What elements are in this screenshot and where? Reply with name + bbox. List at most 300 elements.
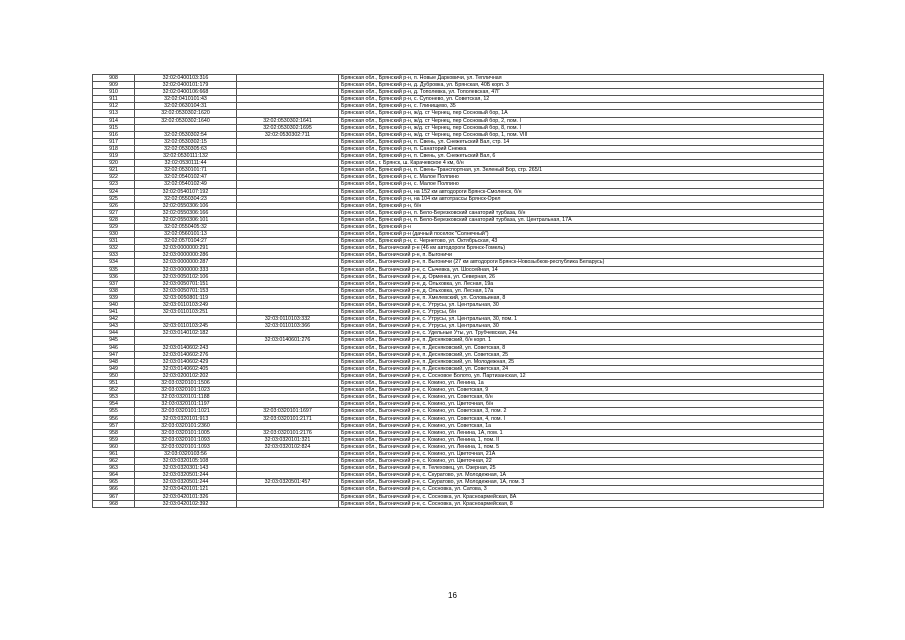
table-row bbox=[93, 231, 824, 238]
cadastral-number-cell: 32:03:0320101:1021 bbox=[135, 408, 237, 415]
cadastral-number-cell: 32:03:0320101:1093 bbox=[135, 443, 237, 450]
premises-cadastral-number-cell: 32:02:0530302:711 bbox=[237, 131, 339, 138]
cadastral-number-cell: 32:03:0420101:326 bbox=[135, 493, 237, 500]
address-cell: Брянская обл., Брянский р-н, с. Малое Полпино bbox=[339, 174, 824, 181]
table-row bbox=[93, 138, 824, 145]
cadastral-number-cell: 32:02:0550405:32 bbox=[135, 223, 237, 230]
cadastral-number-cell: 32:02:0540107:192 bbox=[135, 188, 237, 195]
address-cell: Брянская обл., Брянский р-н, п. Свень-Транспортная, ул. Зеленый Бор, стр. 265/1 bbox=[339, 167, 824, 174]
row-number-cell: 955 bbox=[93, 408, 135, 415]
table-row bbox=[93, 174, 824, 181]
row-number-cell: 929 bbox=[93, 223, 135, 230]
cadastral-number-cell: 32:02:0410101:43 bbox=[135, 96, 237, 103]
premises-cadastral-number-cell bbox=[237, 245, 339, 252]
premises-cadastral-number-cell bbox=[237, 209, 339, 216]
address-cell: Брянская обл., Брянский р-н, п. Бело-Березковский санаторий турбаза, ул. Центральная, 17А bbox=[339, 216, 824, 223]
cadastral-number-cell: 32:03:0320101:2360 bbox=[135, 422, 237, 429]
cadastral-number-cell: 32:02:0550306:106 bbox=[135, 202, 237, 209]
premises-cadastral-number-cell bbox=[237, 401, 339, 408]
premises-cadastral-number-cell bbox=[237, 372, 339, 379]
row-number-cell: 953 bbox=[93, 394, 135, 401]
cadastral-number-cell: 32:03:0320101:1188 bbox=[135, 394, 237, 401]
cadastral-number-cell: 32:03:0320101:1005 bbox=[135, 429, 237, 436]
row-number-cell: 962 bbox=[93, 458, 135, 465]
cadastral-number-cell bbox=[135, 337, 237, 344]
premises-cadastral-number-cell: 32:03:0320101:2176 bbox=[237, 429, 339, 436]
premises-cadastral-number-cell bbox=[237, 89, 339, 96]
premises-cadastral-number-cell bbox=[237, 153, 339, 160]
cadastral-number-cell: 32:02:0530101:71 bbox=[135, 167, 237, 174]
table-row bbox=[93, 75, 824, 82]
cadastral-number-cell: 32:03:0320501:244 bbox=[135, 472, 237, 479]
address-cell: Брянская обл., Выгоничский р-н, с. Утрусы, ул. Центральная, 30 bbox=[339, 323, 824, 330]
row-number-cell: 915 bbox=[93, 124, 135, 131]
premises-cadastral-number-cell bbox=[237, 458, 339, 465]
row-number-cell: 925 bbox=[93, 195, 135, 202]
premises-cadastral-number-cell: 32:03:0140601:276 bbox=[237, 337, 339, 344]
cadastral-number-cell: 32:03:0000000:333 bbox=[135, 266, 237, 273]
address-cell: Брянская обл., Выгоничский р-н, с. Удельные Уты, ул. Трубчевская, 24а bbox=[339, 330, 824, 337]
cadastral-number-cell: 32:03:0110103:249 bbox=[135, 302, 237, 309]
premises-cadastral-number-cell: 32:03:0320101:321 bbox=[237, 436, 339, 443]
cadastral-number-cell: 32:02:0550306:166 bbox=[135, 209, 237, 216]
row-number-cell: 950 bbox=[93, 372, 135, 379]
premises-cadastral-number-cell bbox=[237, 103, 339, 110]
premises-cadastral-number-cell bbox=[237, 280, 339, 287]
cadastral-number-cell: 32:03:0320105:108 bbox=[135, 458, 237, 465]
row-number-cell: 957 bbox=[93, 422, 135, 429]
cadastral-number-cell: 32:03:0320101:1093 bbox=[135, 436, 237, 443]
table-row bbox=[93, 372, 824, 379]
row-number-cell: 935 bbox=[93, 266, 135, 273]
premises-cadastral-number-cell bbox=[237, 252, 339, 259]
address-cell: Брянская обл., Брянский р-н (дачный поселок "Солнечный") bbox=[339, 231, 824, 238]
cadastral-number-cell: 32:03:0140102:182 bbox=[135, 330, 237, 337]
row-number-cell: 966 bbox=[93, 486, 135, 493]
premises-cadastral-number-cell bbox=[237, 500, 339, 507]
address-cell: Брянская обл., Брянский р-н, ж/д. ст Чернец, пер Сосновый бор, 1, пом. VIII bbox=[339, 131, 824, 138]
premises-cadastral-number-cell bbox=[237, 493, 339, 500]
table-row bbox=[93, 160, 824, 167]
premises-cadastral-number-cell bbox=[237, 160, 339, 167]
address-cell: Брянская обл., Брянский р-н, п. Бело-Березковский санаторий турбаза, б/н bbox=[339, 209, 824, 216]
row-number-cell: 931 bbox=[93, 238, 135, 245]
premises-cadastral-number-cell bbox=[237, 344, 339, 351]
premises-cadastral-number-cell bbox=[237, 174, 339, 181]
premises-cadastral-number-cell bbox=[237, 486, 339, 493]
table-row bbox=[93, 195, 824, 202]
page-number: 16 bbox=[448, 591, 457, 600]
cadastral-number-cell: 32:03:0140602:429 bbox=[135, 358, 237, 365]
row-number-cell: 954 bbox=[93, 401, 135, 408]
table-row bbox=[93, 96, 824, 103]
table-row bbox=[93, 465, 824, 472]
cadastral-number-cell: 32:02:0530302:1620 bbox=[135, 110, 237, 117]
row-number-cell: 914 bbox=[93, 117, 135, 124]
table-row bbox=[93, 145, 824, 152]
table-row bbox=[93, 408, 824, 415]
table-row bbox=[93, 273, 824, 280]
premises-cadastral-number-cell bbox=[237, 223, 339, 230]
table-row bbox=[93, 493, 824, 500]
row-number-cell: 965 bbox=[93, 479, 135, 486]
premises-cadastral-number-cell bbox=[237, 216, 339, 223]
row-number-cell: 937 bbox=[93, 280, 135, 287]
table-row bbox=[93, 259, 824, 266]
premises-cadastral-number-cell bbox=[237, 138, 339, 145]
row-number-cell: 932 bbox=[93, 245, 135, 252]
premises-cadastral-number-cell bbox=[237, 302, 339, 309]
cadastral-number-cell: 32:03:0320101:1023 bbox=[135, 387, 237, 394]
row-number-cell: 968 bbox=[93, 500, 135, 507]
address-cell: Брянская обл., Брянский р-н, п. Санаторий Снежка bbox=[339, 145, 824, 152]
address-cell: Брянская обл., Выгоничский р-н, с. Кокино, ул. Ленина, 1а bbox=[339, 380, 824, 387]
row-number-cell: 940 bbox=[93, 302, 135, 309]
row-number-cell: 919 bbox=[93, 153, 135, 160]
cadastral-number-cell: 32:03:0050701:153 bbox=[135, 287, 237, 294]
premises-cadastral-number-cell bbox=[237, 394, 339, 401]
row-number-cell: 928 bbox=[93, 216, 135, 223]
table-body bbox=[93, 75, 824, 508]
row-number-cell: 934 bbox=[93, 259, 135, 266]
cadastral-number-cell: 32:03:0050102:106 bbox=[135, 273, 237, 280]
cadastral-number-cell bbox=[135, 316, 237, 323]
address-cell: Брянская обл., Выгоничский р-н (46 км автодороги Брянск-Гомель) bbox=[339, 245, 824, 252]
premises-cadastral-number-cell bbox=[237, 422, 339, 429]
address-cell: Брянская обл., Брянский р-н, п. Свень, ул. Снежетьский Вал, стр. 14 bbox=[339, 138, 824, 145]
premises-cadastral-number-cell bbox=[237, 110, 339, 117]
cadastral-number-cell: 32:03:0320301:143 bbox=[135, 465, 237, 472]
table-row bbox=[93, 110, 824, 117]
table-row bbox=[93, 316, 824, 323]
table-row bbox=[93, 358, 824, 365]
premises-cadastral-number-cell bbox=[237, 82, 339, 89]
row-number-cell: 923 bbox=[93, 181, 135, 188]
cadastral-number-cell: 32:03:0050701:151 bbox=[135, 280, 237, 287]
table-row bbox=[93, 330, 824, 337]
premises-cadastral-number-cell bbox=[237, 351, 339, 358]
address-cell: Брянская обл., Выгоничский р-н, с. Сычевка, ул. Шоссейная, 14 bbox=[339, 266, 824, 273]
table-row bbox=[93, 167, 824, 174]
premises-cadastral-number-cell: 32:03:0110103:332 bbox=[237, 316, 339, 323]
row-number-cell: 945 bbox=[93, 337, 135, 344]
row-number-cell: 967 bbox=[93, 493, 135, 500]
premises-cadastral-number-cell bbox=[237, 188, 339, 195]
premises-cadastral-number-cell bbox=[237, 387, 339, 394]
row-number-cell: 951 bbox=[93, 380, 135, 387]
table-row bbox=[93, 394, 824, 401]
premises-cadastral-number-cell bbox=[237, 309, 339, 316]
table-row bbox=[93, 472, 824, 479]
table-row bbox=[93, 450, 824, 457]
address-cell: Брянская обл., Брянский р-н, с. Малое Полпино bbox=[339, 181, 824, 188]
row-number-cell: 922 bbox=[93, 174, 135, 181]
premises-cadastral-number-cell bbox=[237, 365, 339, 372]
premises-cadastral-number-cell bbox=[237, 380, 339, 387]
cadastral-number-cell: 32:02:0530305:63 bbox=[135, 145, 237, 152]
cadastral-number-cell: 32:03:0320101:913 bbox=[135, 415, 237, 422]
cadastral-number-cell: 32:02:0530302:54 bbox=[135, 131, 237, 138]
address-cell: Брянская обл., Брянский р-н bbox=[339, 223, 824, 230]
table-row bbox=[93, 380, 824, 387]
cadastral-number-cell: 32:03:0000000:291 bbox=[135, 245, 237, 252]
premises-cadastral-number-cell bbox=[237, 167, 339, 174]
premises-cadastral-number-cell bbox=[237, 96, 339, 103]
address-cell: Брянская обл., Выгоничский р-н, с. Сосновое Болото, ул. Партизанская, 12 bbox=[339, 372, 824, 379]
row-number-cell: 908 bbox=[93, 75, 135, 82]
table-row bbox=[93, 89, 824, 96]
address-cell: Брянская обл., Брянский р-н, б/н bbox=[339, 202, 824, 209]
cadastral-number-cell: 32:02:0400103:316 bbox=[135, 75, 237, 82]
row-number-cell: 918 bbox=[93, 145, 135, 152]
table-row bbox=[93, 266, 824, 273]
address-cell: Брянская обл., Брянский р-н, с. Супонево, ул. Советская, 12 bbox=[339, 96, 824, 103]
address-cell: Брянская обл., Выгоничский р-н, п. Десняковский, б/н корп. 1 bbox=[339, 337, 824, 344]
table-row bbox=[93, 486, 824, 493]
cadastral-number-cell: 32:03:0000000:286 bbox=[135, 252, 237, 259]
address-cell: Брянская обл., Выгоничский р-н, с. Кокино, ул. Советская, 1а bbox=[339, 422, 824, 429]
row-number-cell: 939 bbox=[93, 294, 135, 301]
table-row bbox=[93, 252, 824, 259]
table-row bbox=[93, 238, 824, 245]
address-cell: Брянская обл., Выгоничский р-н, п. Десняковский, ул. Советская, 25 bbox=[339, 351, 824, 358]
table-row bbox=[93, 223, 824, 230]
address-cell: Брянская обл., Брянский р-н, п. Свень, ул. Снежетьский Вал, 6 bbox=[339, 153, 824, 160]
row-number-cell: 936 bbox=[93, 273, 135, 280]
premises-cadastral-number-cell bbox=[237, 273, 339, 280]
row-number-cell: 948 bbox=[93, 358, 135, 365]
row-number-cell: 947 bbox=[93, 351, 135, 358]
row-number-cell: 933 bbox=[93, 252, 135, 259]
address-cell: Брянская обл., Выгоничский р-н, с. Кокино, ул. Советская, б/н bbox=[339, 394, 824, 401]
cadastral-number-cell bbox=[135, 124, 237, 131]
address-cell: Брянская обл., Брянский р-н, с. Чернетово, ул. Октябрьская, 43 bbox=[339, 238, 824, 245]
row-number-cell: 956 bbox=[93, 415, 135, 422]
cadastral-number-cell: 32:03:0110103:245 bbox=[135, 323, 237, 330]
cadastral-number-cell: 32:03:0200102:202 bbox=[135, 372, 237, 379]
address-cell: Брянская обл., Брянский р-н, ж/д. ст Чернец, пер Сосновый бор, 1А bbox=[339, 110, 824, 117]
cadastral-number-cell: 32:02:0540102:49 bbox=[135, 181, 237, 188]
address-cell: Брянская обл., Выгоничский р-н, п. Выгоничи bbox=[339, 252, 824, 259]
property-register-table bbox=[92, 74, 824, 508]
table-row bbox=[93, 117, 824, 124]
premises-cadastral-number-cell bbox=[237, 330, 339, 337]
row-number-cell: 920 bbox=[93, 160, 135, 167]
premises-cadastral-number-cell bbox=[237, 472, 339, 479]
cadastral-number-cell: 32:02:0530111:132 bbox=[135, 153, 237, 160]
address-cell: Брянская обл., Выгоничский р-н, п. Хмелевский, ул. Соловьиная, 8 bbox=[339, 294, 824, 301]
row-number-cell: 921 bbox=[93, 167, 135, 174]
premises-cadastral-number-cell bbox=[237, 465, 339, 472]
address-cell: Брянская обл., Выгоничский р-н, с. Сосновка, ул. Красноармейская, 8 bbox=[339, 500, 824, 507]
premises-cadastral-number-cell bbox=[237, 195, 339, 202]
table-row bbox=[93, 479, 824, 486]
cadastral-number-cell: 32:03:0110103:251 bbox=[135, 309, 237, 316]
row-number-cell: 949 bbox=[93, 365, 135, 372]
address-cell: Брянская обл., г. Брянск, ш. Карачевское 4 км, б/н bbox=[339, 160, 824, 167]
premises-cadastral-number-cell: 32:02:0530302:1641 bbox=[237, 117, 339, 124]
premises-cadastral-number-cell: 32:03:0110103:366 bbox=[237, 323, 339, 330]
premises-cadastral-number-cell bbox=[237, 450, 339, 457]
row-number-cell: 926 bbox=[93, 202, 135, 209]
premises-cadastral-number-cell bbox=[237, 259, 339, 266]
table-row bbox=[93, 245, 824, 252]
address-cell: Брянская обл., Выгоничский р-н, п. Десняковский, ул. Молодежная, 25 bbox=[339, 358, 824, 365]
table-row bbox=[93, 415, 824, 422]
row-number-cell: 963 bbox=[93, 465, 135, 472]
cadastral-number-cell: 32:03:0140602:243 bbox=[135, 344, 237, 351]
table-row bbox=[93, 280, 824, 287]
address-cell: Брянская обл., Выгоничский р-н, с. Кокино, ул. Ленина, 1А, пом. 1 bbox=[339, 429, 824, 436]
row-number-cell: 912 bbox=[93, 103, 135, 110]
address-cell: Брянская обл., Выгоничский р-н, с. Кокино, ул. Ленина, 1, пом. II bbox=[339, 436, 824, 443]
table-row bbox=[93, 422, 824, 429]
cadastral-number-cell: 32:02:0560101:13 bbox=[135, 231, 237, 238]
address-cell: Брянская обл., Брянский р-н, п. Новые Дарковичи, ул. Тепличная bbox=[339, 75, 824, 82]
address-cell: Брянская обл., Выгоничский р-н, д. Ольховка, ул. Лесная, 19а bbox=[339, 280, 824, 287]
address-cell: Брянская обл., Выгоничский р-н, с. Кокино, ул. Советская, 4, пом. I bbox=[339, 415, 824, 422]
premises-cadastral-number-cell bbox=[237, 294, 339, 301]
premises-cadastral-number-cell bbox=[237, 202, 339, 209]
row-number-cell: 924 bbox=[93, 188, 135, 195]
row-number-cell: 959 bbox=[93, 436, 135, 443]
address-cell: Брянская обл., Выгоничский р-н, с. Скуратово, ул. Молодежная, 1А, пом. 3 bbox=[339, 479, 824, 486]
row-number-cell: 943 bbox=[93, 323, 135, 330]
row-number-cell: 958 bbox=[93, 429, 135, 436]
table-row bbox=[93, 344, 824, 351]
address-cell: Брянская обл., Выгоничский р-н, с. Утрусы, ул. Центральная, 30 bbox=[339, 302, 824, 309]
row-number-cell: 960 bbox=[93, 443, 135, 450]
address-cell: Брянская обл., Выгоничский р-н, п. Выгоничи (27 км автодороги Брянск-Новозыбков-республика Беларусь) bbox=[339, 259, 824, 266]
premises-cadastral-number-cell bbox=[237, 287, 339, 294]
address-cell: Брянская обл., Брянский р-н, ж/д. ст Чернец, пер Сосновый бор, 8, пом. I bbox=[339, 124, 824, 131]
row-number-cell: 916 bbox=[93, 131, 135, 138]
address-cell: Брянская обл., Выгоничский р-н, с. Кокино, ул. Цветочная, б/н bbox=[339, 401, 824, 408]
row-number-cell: 952 bbox=[93, 387, 135, 394]
address-cell: Брянская обл., Выгоничский р-н, с. Кокино, ул. Советская, 3, пом. 2 bbox=[339, 408, 824, 415]
table-row bbox=[93, 216, 824, 223]
premises-cadastral-number-cell: 32:03:0320501:457 bbox=[237, 479, 339, 486]
cadastral-number-cell: 32:02:0540102:47 bbox=[135, 174, 237, 181]
address-cell: Брянская обл., Выгоничский р-н, с. Кокино, ул. Советская, 9 bbox=[339, 387, 824, 394]
table-row bbox=[93, 153, 824, 160]
table-row bbox=[93, 124, 824, 131]
table-row bbox=[93, 103, 824, 110]
address-cell: Брянская обл., Выгоничский р-н, с. Сосновка, ул. Красноармейская, 8А bbox=[339, 493, 824, 500]
address-cell: Брянская обл., Брянский р-н, д. Дубровка, ул. Брянская, 40Б корп. 3 bbox=[339, 82, 824, 89]
row-number-cell: 913 bbox=[93, 110, 135, 117]
address-cell: Брянская обл., Брянский р-н, ж/д. ст Чернец, пер Сосновый бор, 2, пом. I bbox=[339, 117, 824, 124]
table-row bbox=[93, 458, 824, 465]
address-cell: Брянская обл., Брянский р-н, д. Тополевка, ул. Тополевская, 47Г bbox=[339, 89, 824, 96]
table-row bbox=[93, 309, 824, 316]
address-cell: Брянская обл., Выгоничский р-н, с. Сосновка, ул. Сатова, 3 bbox=[339, 486, 824, 493]
row-number-cell: 927 bbox=[93, 209, 135, 216]
premises-cadastral-number-cell: 32:03:0320101:1697 bbox=[237, 408, 339, 415]
table-row bbox=[93, 365, 824, 372]
cadastral-number-cell: 32:03:0420101:121 bbox=[135, 486, 237, 493]
row-number-cell: 961 bbox=[93, 450, 135, 457]
table-row bbox=[93, 337, 824, 344]
cadastral-number-cell: 32:03:0320103:56 bbox=[135, 450, 237, 457]
table-row bbox=[93, 294, 824, 301]
address-cell: Брянская обл., Выгоничский р-н, с. Кокино, ул. Цветочная, 22 bbox=[339, 458, 824, 465]
row-number-cell: 946 bbox=[93, 344, 135, 351]
cadastral-number-cell: 32:02:0550306:101 bbox=[135, 216, 237, 223]
cadastral-number-cell: 32:02:0530111:44 bbox=[135, 160, 237, 167]
cadastral-number-cell: 32:02:0400106:668 bbox=[135, 89, 237, 96]
table-row bbox=[93, 202, 824, 209]
table-row bbox=[93, 500, 824, 507]
address-cell: Брянская обл., Выгоничский р-н, п. Десняковский, ул. Советская, 8 bbox=[339, 344, 824, 351]
table-row bbox=[93, 82, 824, 89]
premises-cadastral-number-cell bbox=[237, 238, 339, 245]
row-number-cell: 942 bbox=[93, 316, 135, 323]
row-number-cell: 938 bbox=[93, 287, 135, 294]
address-cell: Брянская обл., Брянский р-н, с. Глинищево, 35 bbox=[339, 103, 824, 110]
address-cell: Брянская обл., Выгоничский р-н, д. Орменка, ул. Северная, 26 bbox=[339, 273, 824, 280]
address-cell: Брянская обл., Выгоничский р-н, с. Кокино, ул. Цветочная, 21А bbox=[339, 450, 824, 457]
cadastral-number-cell: 32:02:0570104:27 bbox=[135, 238, 237, 245]
row-number-cell: 964 bbox=[93, 472, 135, 479]
cadastral-number-cell: 32:03:0320101:1197 bbox=[135, 401, 237, 408]
premises-cadastral-number-cell bbox=[237, 231, 339, 238]
table-row bbox=[93, 188, 824, 195]
premises-cadastral-number-cell bbox=[237, 145, 339, 152]
table-row bbox=[93, 401, 824, 408]
cadastral-number-cell: 32:03:0420102:392 bbox=[135, 500, 237, 507]
address-cell: Брянская обл., Выгоничский р-н, п. Телеховец, ул. Озерная, 25 bbox=[339, 465, 824, 472]
cadastral-number-cell: 32:03:0320501:244 bbox=[135, 479, 237, 486]
cadastral-number-cell: 32:03:0140602:405 bbox=[135, 365, 237, 372]
row-number-cell: 944 bbox=[93, 330, 135, 337]
premises-cadastral-number-cell bbox=[237, 181, 339, 188]
table-row bbox=[93, 429, 824, 436]
table-row bbox=[93, 323, 824, 330]
cadastral-number-cell: 32:02:0630104:31 bbox=[135, 103, 237, 110]
row-number-cell: 911 bbox=[93, 96, 135, 103]
premises-cadastral-number-cell bbox=[237, 266, 339, 273]
table-row bbox=[93, 287, 824, 294]
cadastral-number-cell: 32:03:0050801:119 bbox=[135, 294, 237, 301]
table-row bbox=[93, 302, 824, 309]
address-cell: Брянская обл., Выгоничский р-н, с. Утрусы, б/н bbox=[339, 309, 824, 316]
row-number-cell: 941 bbox=[93, 309, 135, 316]
cadastral-number-cell: 32:03:0320101:1506 bbox=[135, 380, 237, 387]
table-row bbox=[93, 181, 824, 188]
address-cell: Брянская обл., Выгоничский р-н, д. Ольховка, ул. Лесная, 17а bbox=[339, 287, 824, 294]
table-row bbox=[93, 351, 824, 358]
row-number-cell: 917 bbox=[93, 138, 135, 145]
table-row bbox=[93, 209, 824, 216]
table-row bbox=[93, 443, 824, 450]
address-cell: Брянская обл., Выгоничский р-н, с. Скуратово, ул. Молодежная, 1А bbox=[339, 472, 824, 479]
cadastral-number-cell: 32:02:0400101:179 bbox=[135, 82, 237, 89]
row-number-cell: 910 bbox=[93, 89, 135, 96]
cadastral-number-cell: 32:03:0140602:276 bbox=[135, 351, 237, 358]
table-row bbox=[93, 436, 824, 443]
table-row bbox=[93, 387, 824, 394]
cadastral-number-cell: 32:02:0550304:23 bbox=[135, 195, 237, 202]
address-cell: Брянская обл., Выгоничский р-н, с. Кокино, ул. Ленина, 1, пом. 5 bbox=[339, 443, 824, 450]
cadastral-number-cell: 32:03:0000000:287 bbox=[135, 259, 237, 266]
address-cell: Брянская обл., Брянский р-н, на 104 км автотрассы Брянск-Орел bbox=[339, 195, 824, 202]
row-number-cell: 930 bbox=[93, 231, 135, 238]
premises-cadastral-number-cell: 32:02:0530302:1695 bbox=[237, 124, 339, 131]
premises-cadastral-number-cell bbox=[237, 358, 339, 365]
premises-cadastral-number-cell: 32:03:0320102:824 bbox=[237, 443, 339, 450]
address-cell: Брянская обл., Выгоничский р-н, п. Десняковский, ул. Советская, 24 bbox=[339, 365, 824, 372]
